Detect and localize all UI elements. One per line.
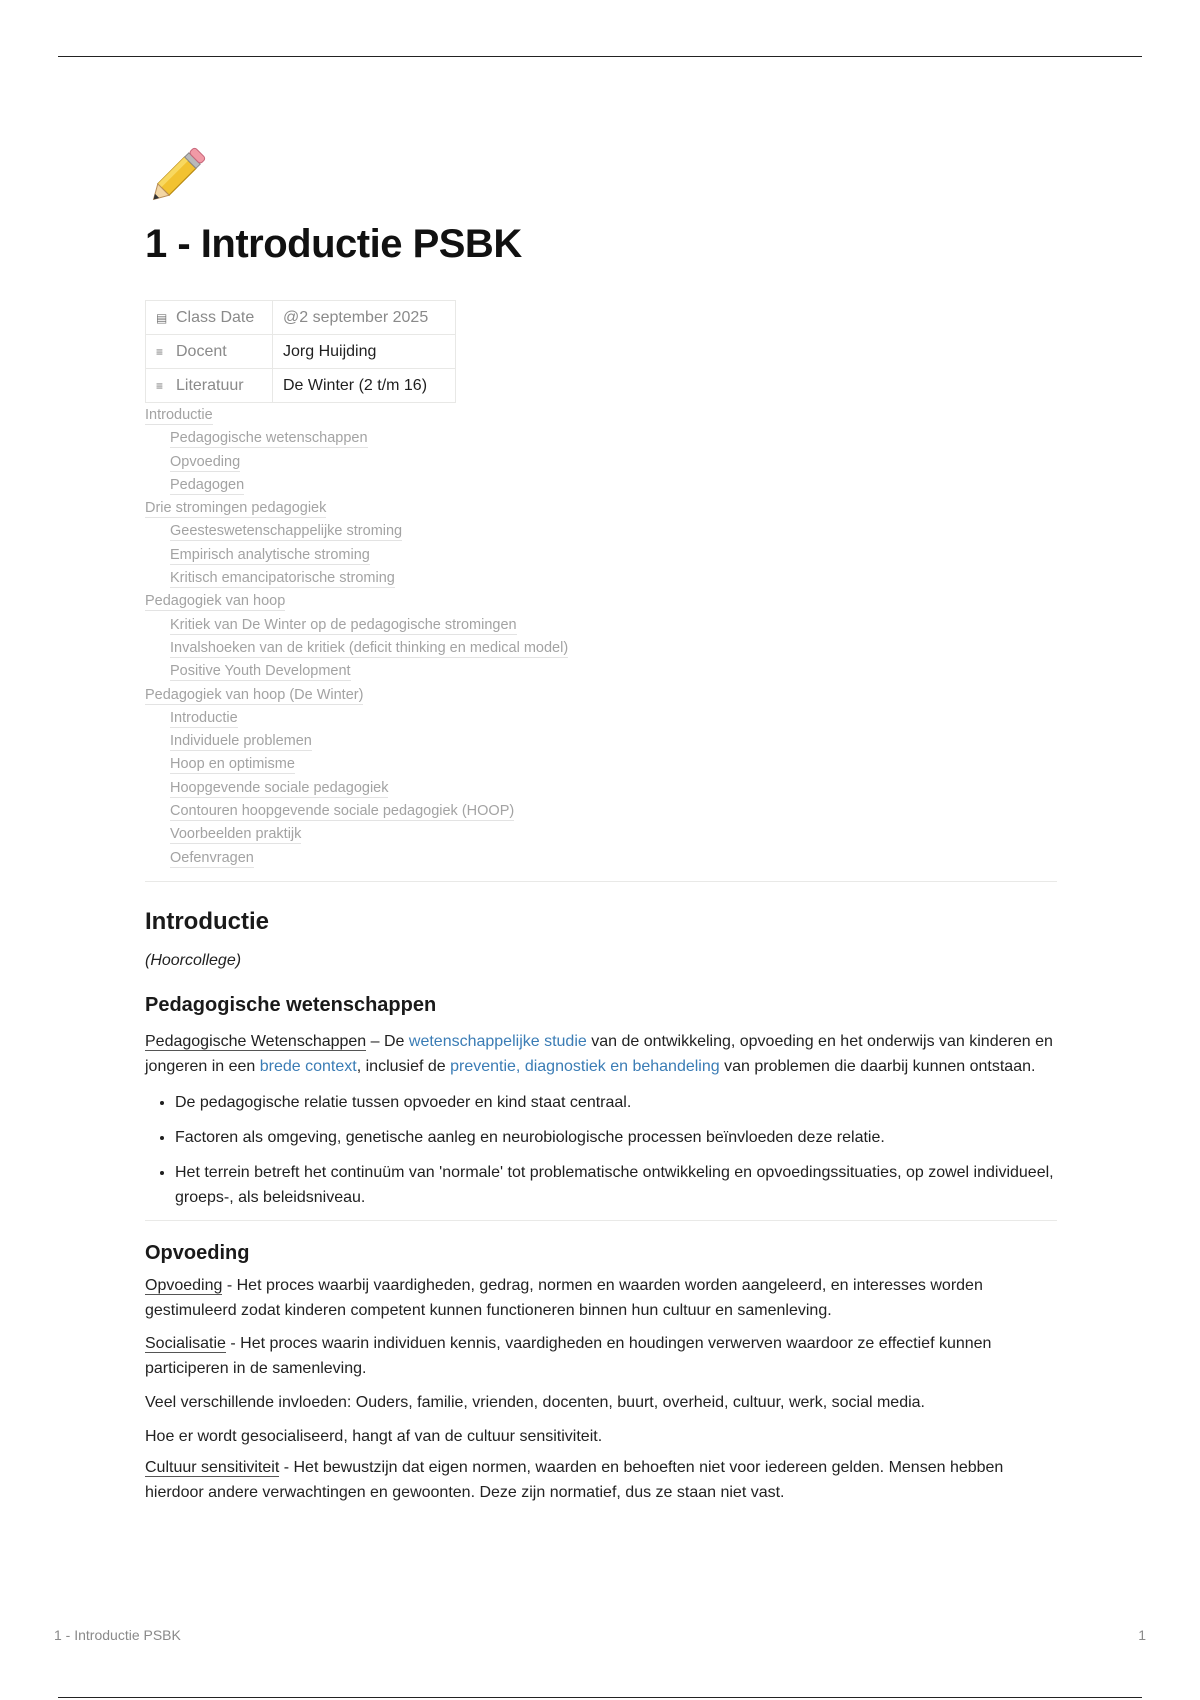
toc-item[interactable]: Empirisch analytische stroming bbox=[170, 546, 370, 563]
property-row-docent[interactable] bbox=[146, 335, 456, 369]
text-icon: ≡ bbox=[156, 344, 164, 359]
toc-item[interactable]: Kritisch emancipatorische stroming bbox=[170, 570, 395, 587]
subsection-heading-opvoeding: Opvoeding bbox=[145, 1241, 250, 1264]
toc-item[interactable]: Kritiek van De Winter op de pedagogische stromingen bbox=[170, 616, 517, 633]
divider bbox=[145, 881, 1057, 882]
highlighted-phrase: wetenschappelijke studie bbox=[408, 1032, 587, 1050]
pencil-icon bbox=[145, 140, 213, 208]
defined-term: Opvoeding bbox=[145, 1276, 223, 1294]
section-heading-introductie: Introductie bbox=[145, 907, 269, 935]
text-icon: ≡ bbox=[156, 378, 164, 393]
property-value[interactable]: @2 september 2025 bbox=[273, 301, 456, 335]
paragraph: Veel verschillende invloeden: Ouders, familie, vrienden, docenten, buurt, overheid, cultuur, werk, social media. bbox=[145, 1393, 925, 1411]
toc-item[interactable]: Pedagogen bbox=[170, 476, 245, 493]
toc-item[interactable]: Pedagogische wetenschappen bbox=[170, 430, 368, 447]
footer-title: 1 - Introductie PSBK bbox=[54, 1627, 181, 1643]
toc-item[interactable]: Opvoeding bbox=[170, 453, 241, 470]
defined-term: Pedagogische Wetenschappen bbox=[145, 1032, 367, 1050]
toc-item[interactable]: Individuele problemen bbox=[170, 733, 312, 750]
toc-item[interactable]: Hoopgevende sociale pedagogiek bbox=[170, 779, 389, 796]
property-key: ≡ Docent bbox=[146, 335, 273, 369]
toc-item[interactable]: Pedagogiek van hoop (De Winter) bbox=[145, 686, 364, 703]
section-subtitle: (Hoorcollege) bbox=[145, 951, 242, 969]
highlighted-phrase: preventie, diagnostiek en behandeling bbox=[450, 1057, 720, 1075]
toc-item[interactable]: Pedagogiek van hoop bbox=[145, 593, 286, 610]
toc-item[interactable]: Geesteswetenschappelijke stroming bbox=[170, 523, 403, 540]
definition-paragraph: Opvoeding - Het proces waarbij vaardigheden, gedrag, normen en waarden worden aangeleerd, en interesses worden gestimuleerd zodat kinderen competent kunnen functioneren binnen hun cultuur en samenleving. bbox=[145, 1276, 983, 1319]
calendar-icon: ▤ bbox=[156, 310, 168, 325]
divider bbox=[145, 1220, 1057, 1221]
definition-paragraph: Pedagogische Wetenschappen – De wetenschappelijke studie van de ontwikkeling, opvoeding en het onderwijs van kinderen en jongeren in een brede context, inclusief de preventie, diagnostiek en behandeling van problemen die daarbij kunnen ontstaan. bbox=[145, 1032, 1053, 1075]
toc-item[interactable]: Voorbeelden praktijk bbox=[170, 826, 302, 843]
paragraph: Hoe er wordt gesocialiseerd, hangt af van de cultuur sensitiviteit. bbox=[145, 1427, 603, 1445]
toc-item[interactable]: Drie stromingen pedagogiek bbox=[145, 500, 327, 517]
definition-paragraph: Cultuur sensitiviteit - Het bewustzijn dat eigen normen, waarden en behoeften niet voor iedereen gelden. Mensen hebben hierdoor andere verwachtingen en gewoonten. Deze zijn normatief, dus ze staan niet vast. bbox=[145, 1458, 1004, 1501]
toc-item[interactable]: Oefenvragen bbox=[170, 849, 254, 866]
property-row-literatuur[interactable] bbox=[146, 369, 456, 403]
toc-item[interactable]: Invalshoeken van de kritiek (deficit thinking en medical model) bbox=[170, 639, 569, 656]
property-value[interactable]: De Winter (2 t/m 16) bbox=[273, 369, 456, 403]
highlighted-phrase: brede context bbox=[259, 1057, 357, 1075]
property-row-class-date[interactable] bbox=[146, 301, 456, 335]
properties-table bbox=[145, 300, 456, 403]
list-item: • De pedagogische relatie tussen opvoeder en kind staat centraal. bbox=[175, 1090, 1057, 1115]
subsection-heading-pedagogische-wetenschappen: Pedagogische wetenschappen bbox=[145, 993, 437, 1016]
page-content bbox=[145, 140, 1057, 1505]
defined-term: Socialisatie bbox=[145, 1334, 226, 1352]
list-item: • Het terrein betreft het continuüm van 'normale' tot problematische ontwikkeling en opvoedingssituaties, op zowel individueel, groeps-, als beleidsniveau. bbox=[175, 1160, 1057, 1210]
list-item: • Factoren als omgeving, genetische aanleg en neurobiologische processen beïnvloeden deze relatie. bbox=[175, 1125, 1057, 1150]
toc-item[interactable]: Contouren hoopgevende sociale pedagogiek (HOOP) bbox=[170, 803, 515, 820]
property-value[interactable]: Jorg Huijding bbox=[273, 335, 456, 369]
toc-item[interactable]: Hoop en optimisme bbox=[170, 756, 295, 773]
table-of-contents bbox=[145, 405, 1057, 871]
page-title: 1 - Introductie PSBK bbox=[145, 222, 522, 266]
bullet-list bbox=[145, 1090, 1057, 1210]
defined-term: Cultuur sensitiviteit bbox=[145, 1458, 280, 1476]
property-key: ≡ Literatuur bbox=[146, 369, 273, 403]
toc-item[interactable]: Positive Youth Development bbox=[170, 663, 351, 680]
page-bottom-rule bbox=[58, 1697, 1142, 1698]
definition-paragraph: Socialisatie - Het proces waarin individuen kennis, vaardigheden en houdingen verwerven waardoor ze effectief kunnen participeren in de samenleving. bbox=[145, 1334, 992, 1377]
property-key: ▤ Class Date bbox=[146, 301, 273, 335]
toc-item[interactable]: Introductie bbox=[145, 407, 213, 423]
toc-item[interactable]: Introductie bbox=[170, 709, 238, 726]
page-top-rule bbox=[58, 56, 1142, 57]
footer-page-number: 1 bbox=[1138, 1627, 1146, 1643]
